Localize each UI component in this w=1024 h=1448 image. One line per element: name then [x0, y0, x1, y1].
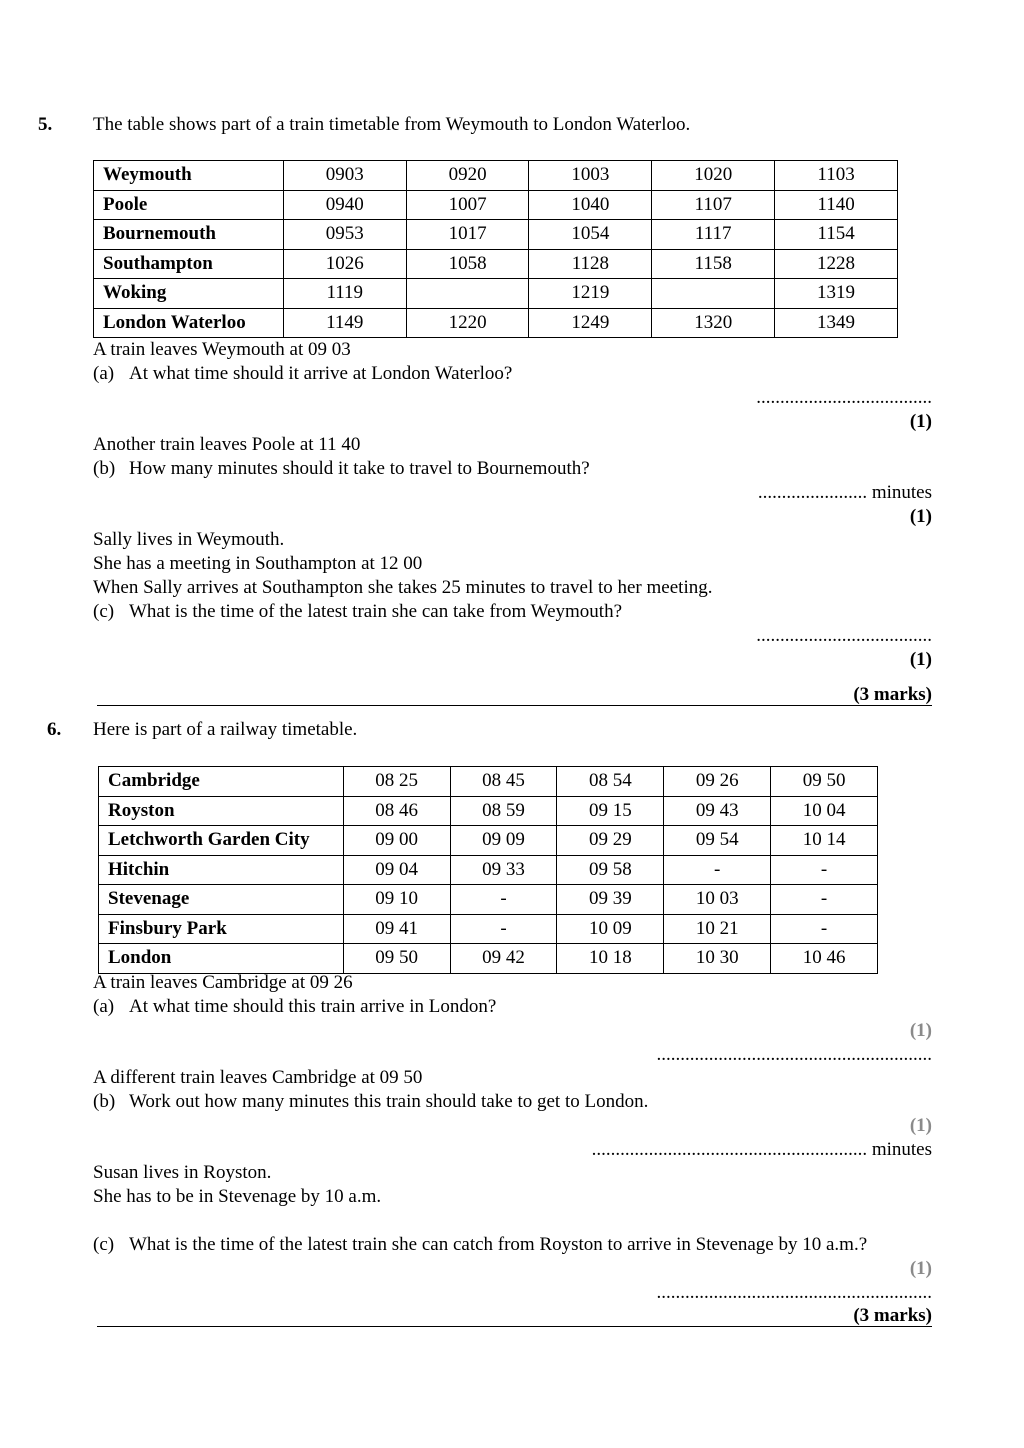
departure-time	[406, 279, 529, 309]
q5-stem-c-line1: Sally lives in Weymouth.	[93, 529, 285, 550]
timetable-row	[94, 308, 898, 338]
departure-time: 1054	[529, 220, 652, 250]
station-name: Weymouth	[94, 161, 284, 191]
departure-time: 09 10	[343, 885, 450, 915]
q6-divider-line	[97, 1326, 932, 1327]
timetable-row	[94, 190, 898, 220]
station-name: London	[99, 944, 344, 974]
station-name: Finsbury Park	[99, 914, 344, 944]
departure-time: 1026	[283, 249, 406, 279]
departure-time: 09 04	[343, 855, 450, 885]
departure-time: 1140	[775, 190, 898, 220]
q5a-mark: (1)	[909, 411, 932, 432]
departure-time: 08 25	[343, 767, 450, 797]
departure-time: 1103	[775, 161, 898, 191]
q5-total-marks: (3 marks)	[853, 684, 932, 705]
departure-time: 09 00	[343, 826, 450, 856]
departure-time: 08 54	[557, 767, 664, 797]
departure-time: -	[771, 855, 878, 885]
departure-time: 10 30	[664, 944, 771, 974]
station-name: Woking	[94, 279, 284, 309]
q5-stem-b: Another train leaves Poole at 11 40	[93, 434, 361, 455]
q6b-mark: (1)	[909, 1115, 932, 1136]
q6-stem-c-line1: Susan lives in Royston.	[93, 1162, 272, 1183]
departure-time: 09 41	[343, 914, 450, 944]
departure-time: 08 45	[450, 767, 557, 797]
departure-time	[652, 279, 775, 309]
departure-time: 1228	[775, 249, 898, 279]
station-name: Bournemouth	[94, 220, 284, 250]
q6c-answer-line[interactable]: ..........................................................	[656, 1282, 932, 1303]
station-name: Royston	[99, 796, 344, 826]
departure-time: 1154	[775, 220, 898, 250]
departure-time: 10 14	[771, 826, 878, 856]
departure-time: 10 21	[664, 914, 771, 944]
departure-time: 0940	[283, 190, 406, 220]
departure-time: 09 42	[450, 944, 557, 974]
q5b-answer-line[interactable]: ....................... minutes	[757, 482, 932, 503]
question-5-intro: The table shows part of a train timetable from Weymouth to London Waterloo.	[93, 114, 691, 135]
q5c-answer-line[interactable]: .....................................	[756, 625, 932, 646]
departure-time: 09 50	[343, 944, 450, 974]
departure-time: -	[664, 855, 771, 885]
departure-time: 10 46	[771, 944, 878, 974]
q6c-mark: (1)	[909, 1258, 932, 1279]
departure-time: 1219	[529, 279, 652, 309]
station-name: Hitchin	[99, 855, 344, 885]
departure-time: 1017	[406, 220, 529, 250]
station-name: Southampton	[94, 249, 284, 279]
q5-stem-c-line3: When Sally arrives at Southampton she takes 25 minutes to travel to her meeting.	[93, 577, 713, 598]
departure-time: 0920	[406, 161, 529, 191]
departure-time: 1128	[529, 249, 652, 279]
q5b-label: (b)	[93, 458, 116, 479]
q6-total-marks: (3 marks)	[853, 1305, 932, 1326]
departure-time: 10 03	[664, 885, 771, 915]
departure-time: 1349	[775, 308, 898, 338]
q5c-question: What is the time of the latest train she can take from Weymouth?	[129, 601, 623, 622]
departure-time: 1319	[775, 279, 898, 309]
timetable-row	[99, 796, 878, 826]
q5b-question: How many minutes should it take to travel to Bournemouth?	[129, 458, 590, 479]
q5a-label: (a)	[93, 363, 115, 384]
timetable-row	[99, 767, 878, 797]
departure-time: 1058	[406, 249, 529, 279]
q5c-mark: (1)	[909, 649, 932, 670]
departure-time: 1149	[283, 308, 406, 338]
q5-stem-a: A train leaves Weymouth at 09 03	[93, 339, 351, 360]
departure-time: 1320	[652, 308, 775, 338]
departure-time: 0903	[283, 161, 406, 191]
timetable-row	[94, 161, 898, 191]
station-name: Poole	[94, 190, 284, 220]
station-name: Stevenage	[99, 885, 344, 915]
timetable-row	[99, 914, 878, 944]
departure-time: -	[450, 885, 557, 915]
timetable-row	[94, 279, 898, 309]
departure-time: 1117	[652, 220, 775, 250]
q6a-answer-line[interactable]: ..........................................................	[656, 1044, 932, 1065]
departure-time: 1220	[406, 308, 529, 338]
timetable-row	[99, 826, 878, 856]
q6b-label: (b)	[93, 1091, 116, 1112]
q6-stem-b: A different train leaves Cambridge at 09 50	[93, 1067, 423, 1088]
q6-stem-c-line2: She has to be in Stevenage by 10 a.m.	[93, 1186, 382, 1207]
station-name: Cambridge	[99, 767, 344, 797]
question-6-intro: Here is part of a railway timetable.	[93, 719, 358, 740]
departure-time: 09 09	[450, 826, 557, 856]
departure-time: 1249	[529, 308, 652, 338]
timetable-row	[94, 220, 898, 250]
q5a-question: At what time should it arrive at London Waterloo?	[129, 363, 513, 384]
departure-time: 10 18	[557, 944, 664, 974]
departure-time: 09 15	[557, 796, 664, 826]
q5-divider-line	[97, 705, 932, 706]
q5a-answer-line[interactable]: .....................................	[756, 387, 932, 408]
departure-time: 09 50	[771, 767, 878, 797]
q5c-label: (c)	[93, 601, 115, 622]
timetable-weymouth-waterloo	[93, 160, 898, 338]
departure-time: 1040	[529, 190, 652, 220]
question-5-number: 5.	[38, 114, 53, 135]
question-6-number: 6.	[47, 719, 62, 740]
q5b-mark: (1)	[909, 506, 932, 527]
departure-time: 09 58	[557, 855, 664, 885]
departure-time: 08 46	[343, 796, 450, 826]
station-name: London Waterloo	[94, 308, 284, 338]
station-name: Letchworth Garden City	[99, 826, 344, 856]
timetable-row	[94, 249, 898, 279]
q6c-question: What is the time of the latest train she can catch from Royston to arrive in Stevenage by 10 a.m.?	[129, 1234, 868, 1255]
departure-time: 10 04	[771, 796, 878, 826]
timetable-row	[99, 855, 878, 885]
q6c-label: (c)	[93, 1234, 115, 1255]
departure-time: 09 33	[450, 855, 557, 885]
departure-time: -	[771, 885, 878, 915]
q6a-question: At what time should this train arrive in London?	[129, 996, 497, 1017]
q6a-mark: (1)	[909, 1020, 932, 1041]
departure-time: 1107	[652, 190, 775, 220]
departure-time: 09 39	[557, 885, 664, 915]
departure-time: 0953	[283, 220, 406, 250]
departure-time: 1020	[652, 161, 775, 191]
departure-time: -	[450, 914, 557, 944]
timetable-row	[99, 944, 878, 974]
timetable-row	[99, 885, 878, 915]
departure-time: 09 54	[664, 826, 771, 856]
q6b-question: Work out how many minutes this train should take to get to London.	[129, 1091, 649, 1112]
departure-time: 10 09	[557, 914, 664, 944]
departure-time: 08 59	[450, 796, 557, 826]
departure-time: -	[771, 914, 878, 944]
departure-time: 1119	[283, 279, 406, 309]
timetable-cambridge-london	[98, 766, 878, 974]
departure-time: 1007	[406, 190, 529, 220]
departure-time: 09 43	[664, 796, 771, 826]
q6a-label: (a)	[93, 996, 115, 1017]
q6-stem-a: A train leaves Cambridge at 09 26	[93, 972, 353, 993]
q6b-answer-line[interactable]: .......................................................... minutes	[591, 1139, 932, 1160]
departure-time: 1003	[529, 161, 652, 191]
departure-time: 1158	[652, 249, 775, 279]
q5-stem-c-line2: She has a meeting in Southampton at 12 00	[93, 553, 423, 574]
departure-time: 09 29	[557, 826, 664, 856]
departure-time: 09 26	[664, 767, 771, 797]
